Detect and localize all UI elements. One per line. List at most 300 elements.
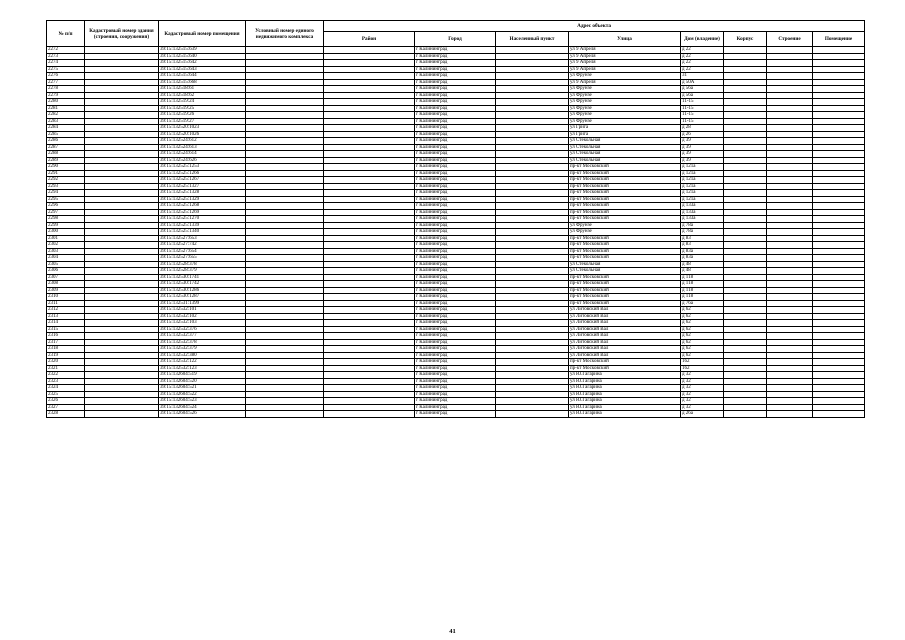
cell-city: г Калининград <box>415 79 496 86</box>
cell-city: г Калининград <box>415 255 496 262</box>
cell-num: 2318 <box>47 346 85 353</box>
cell-street: пр-кт Московский <box>569 235 681 242</box>
cell-building-cadastral <box>85 411 159 418</box>
cell-premises-cadastral: 39:15:132531:1399 <box>159 300 246 307</box>
cell-street: ул Литовский Вал <box>569 313 681 320</box>
cell-house: 31 <box>681 73 724 80</box>
cell-district <box>324 411 415 418</box>
cell-num: 2300 <box>47 229 85 236</box>
cell-city: г Калининград <box>415 60 496 67</box>
cell-num: 2292 <box>47 177 85 184</box>
cell-street: ул 9 Апреля <box>569 47 681 54</box>
cell-premises-cadastral: 39:15:132604:519 <box>159 372 246 379</box>
cell-premises-cadastral: 39:15:132532:123 <box>159 365 246 372</box>
cell-house: д 133а <box>681 216 724 223</box>
cell-premises-cadastral: 39:15:132519:26 <box>159 112 246 119</box>
cell-premises-cadastral: 39:15:132525:1266 <box>159 170 246 177</box>
cell-house: д 48 <box>681 261 724 268</box>
cell-city: г Калининград <box>415 151 496 158</box>
cell-street: ул Грига <box>569 131 681 138</box>
cell-street: ул Фрунзе <box>569 112 681 119</box>
cell-city: г Калининград <box>415 385 496 392</box>
cell-premises-cadastral: 39:15:132524:613 <box>159 144 246 151</box>
cell-premises-cadastral: 39:15:132525:1267 <box>159 177 246 184</box>
cell-premises-cadastral: 39:15:132528:378 <box>159 261 246 268</box>
cell-house: д 83 <box>681 235 724 242</box>
cell-city: г Калининград <box>415 53 496 60</box>
cell-street: пр-кт Московский <box>569 248 681 255</box>
cell-premises-cadastral: 39:15:132515:643 <box>159 66 246 73</box>
cell-street: пр-кт Московский <box>569 287 681 294</box>
cell-premises-cadastral: 39:15:132604:522 <box>159 391 246 398</box>
cell-house: д 56а <box>681 92 724 99</box>
cell-city: г Калининград <box>415 86 496 93</box>
cell-num: 2309 <box>47 287 85 294</box>
cell-num: 2317 <box>47 339 85 346</box>
cell-conditional-number <box>246 411 324 418</box>
cell-city: г Калининград <box>415 112 496 119</box>
cell-street: пр-кт Московский <box>569 190 681 197</box>
cell-street: ул Фрунзе <box>569 92 681 99</box>
cell-city: г Калининград <box>415 131 496 138</box>
cell-city: г Калининград <box>415 209 496 216</box>
cell-premises-cadastral: 39:15:132524:614 <box>159 151 246 158</box>
cell-premises-cadastral: 39:15:132604:521 <box>159 385 246 392</box>
cell-street: ул Фрунзе <box>569 229 681 236</box>
cell-city: г Калининград <box>415 398 496 405</box>
cell-house: 162 <box>681 365 724 372</box>
cell-house: д 76а <box>681 300 724 307</box>
cell-num: 2312 <box>47 307 85 314</box>
cell-street: ул Фрунзе <box>569 99 681 106</box>
cell-house: д 26 <box>681 131 724 138</box>
cell-premises-cadastral: 39:15:132532:376 <box>159 326 246 333</box>
cell-premises-cadastral: 39:15:132604:524 <box>159 404 246 411</box>
page-number: 41 <box>449 628 456 635</box>
cell-street: пр-кт Московский <box>569 183 681 190</box>
cell-city: г Калининград <box>415 287 496 294</box>
cell-house: д 83а <box>681 255 724 262</box>
cell-street: ул Стекольная <box>569 151 681 158</box>
cell-num: 2308 <box>47 281 85 288</box>
cell-street: пр-кт Московский <box>569 164 681 171</box>
cell-num: 2277 <box>47 79 85 86</box>
cell-street: ул Ю.Гагарина <box>569 398 681 405</box>
cell-num: 2327 <box>47 404 85 411</box>
cell-num: 2273 <box>47 53 85 60</box>
cell-corpus <box>724 411 767 418</box>
cell-num: 2310 <box>47 294 85 301</box>
cell-street: пр-кт Московский <box>569 242 681 249</box>
cell-street: ул Фрунзе <box>569 222 681 229</box>
cell-num: 2299 <box>47 222 85 229</box>
header-address: Адрес объекта <box>324 21 865 32</box>
cell-house: д 39 <box>681 157 724 164</box>
cell-street: пр-кт Московский <box>569 216 681 223</box>
cell-house: д 62 <box>681 346 724 353</box>
cell-city: г Калининград <box>415 164 496 171</box>
cell-city: г Калининград <box>415 242 496 249</box>
cell-premises-cadastral: 39:15:132525:1268 <box>159 203 246 210</box>
cell-city: г Калининград <box>415 138 496 145</box>
cell-premises-cadastral: 39:15:132525:1328 <box>159 190 246 197</box>
cell-city: г Калининград <box>415 73 496 80</box>
cell-city: г Калининград <box>415 222 496 229</box>
cell-num: 2281 <box>47 105 85 112</box>
cell-street: пр-кт Московский <box>569 274 681 281</box>
cell-num: 2301 <box>47 235 85 242</box>
header-settlement: Населенный пункт <box>496 32 569 47</box>
registry-table <box>46 20 865 418</box>
cell-city: г Калининград <box>415 326 496 333</box>
cell-num: 2316 <box>47 333 85 340</box>
cell-house: д 83 <box>681 242 724 249</box>
cell-street: ул Литовский Вал <box>569 339 681 346</box>
cell-num: 2295 <box>47 196 85 203</box>
cell-num: 2313 <box>47 313 85 320</box>
cell-building <box>767 411 813 418</box>
cell-num: 2294 <box>47 190 85 197</box>
cell-num: 2282 <box>47 112 85 119</box>
cell-city: г Калининград <box>415 196 496 203</box>
cell-street: пр-кт Московский <box>569 170 681 177</box>
cell-num: 2304 <box>47 255 85 262</box>
cell-num: 2323 <box>47 378 85 385</box>
cell-house: д 32 <box>681 372 724 379</box>
cell-city: г Калининград <box>415 229 496 236</box>
cell-num: 2307 <box>47 274 85 281</box>
cell-premises-cadastral: 39:15:132520:1023 <box>159 125 246 132</box>
cell-premises-cadastral: 39:15:132519:24 <box>159 99 246 106</box>
cell-street: ул Литовский Вал <box>569 346 681 353</box>
cell-num: 2320 <box>47 359 85 366</box>
cell-premises-cadastral: 39:15:132515:639 <box>159 47 246 54</box>
cell-house: д 78а <box>681 229 724 236</box>
cell-street: ул 9 Апреля <box>569 53 681 60</box>
cell-num: 2289 <box>47 157 85 164</box>
cell-house: д 50А <box>681 79 724 86</box>
cell-premises-cadastral: 39:15:132525:1327 <box>159 183 246 190</box>
header-num: № п/п <box>47 21 85 47</box>
cell-house: 11-15 <box>681 112 724 119</box>
cell-house: д 118 <box>681 281 724 288</box>
cell-num: 2322 <box>47 372 85 379</box>
cell-street: ул Ю.Гагарина <box>569 391 681 398</box>
cell-premises-cadastral: 39:15:132518:61 <box>159 86 246 93</box>
cell-house: д 48 <box>681 268 724 275</box>
cell-house: 162 <box>681 359 724 366</box>
cell-premises-cadastral: 39:15:132604:520 <box>159 378 246 385</box>
cell-city: г Калининград <box>415 144 496 151</box>
cell-room <box>813 411 865 418</box>
cell-num: 2291 <box>47 170 85 177</box>
cell-num: 2325 <box>47 391 85 398</box>
cell-num: 2315 <box>47 326 85 333</box>
cell-premises-cadastral: 39:15:132532:379 <box>159 346 246 353</box>
cell-num: 2272 <box>47 47 85 54</box>
cell-city: г Калининград <box>415 313 496 320</box>
cell-house: д 39 <box>681 138 724 145</box>
cell-num: 2290 <box>47 164 85 171</box>
registry-sheet <box>46 20 864 418</box>
cell-city: г Калининград <box>415 99 496 106</box>
cell-num: 2286 <box>47 138 85 145</box>
cell-premises-cadastral: 39:15:132519:27 <box>159 118 246 125</box>
cell-house: д 121а <box>681 196 724 203</box>
cell-num: 2328 <box>47 411 85 418</box>
cell-num: 2275 <box>47 66 85 73</box>
cell-house: д 22 <box>681 53 724 60</box>
cell-num: 2311 <box>47 300 85 307</box>
cell-city: г Калининград <box>415 372 496 379</box>
cell-street: пр-кт Московский <box>569 365 681 372</box>
cell-premises-cadastral: 39:15:132527:655 <box>159 255 246 262</box>
cell-house: д 22 <box>681 60 724 67</box>
header-house: Дом (владение) <box>681 32 724 47</box>
header-conditional-number: Условный номер единого недвижимого комплекса <box>246 21 324 47</box>
table-body <box>47 47 865 418</box>
cell-num: 2326 <box>47 398 85 405</box>
cell-house: д 32 <box>681 378 724 385</box>
cell-city: г Калининград <box>415 359 496 366</box>
cell-street: ул Ю.Гагарина <box>569 372 681 379</box>
cell-house: д 22 <box>681 66 724 73</box>
cell-house: д 83а <box>681 248 724 255</box>
cell-house: д 62 <box>681 320 724 327</box>
cell-street: пр-кт Московский <box>569 281 681 288</box>
header-street: Улица <box>569 32 681 47</box>
cell-num: 2305 <box>47 261 85 268</box>
cell-city: г Калининград <box>415 378 496 385</box>
table-row <box>47 411 865 418</box>
cell-city: г Калининград <box>415 346 496 353</box>
cell-premises-cadastral: 39:15:132515:642 <box>159 60 246 67</box>
cell-house: д 62 <box>681 326 724 333</box>
cell-premises-cadastral: 39:15:132530:1287 <box>159 294 246 301</box>
cell-city: г Калининград <box>415 391 496 398</box>
cell-street: ул Стекольная <box>569 144 681 151</box>
cell-num: 2297 <box>47 209 85 216</box>
cell-city: г Калининград <box>415 183 496 190</box>
cell-street: пр-кт Московский <box>569 359 681 366</box>
cell-street: ул 9 Апреля <box>569 79 681 86</box>
cell-street: ул Литовский Вал <box>569 307 681 314</box>
cell-premises-cadastral: 39:15:132525:1340 <box>159 229 246 236</box>
cell-street: ул Грига <box>569 125 681 132</box>
cell-num: 2280 <box>47 99 85 106</box>
cell-street: ул Фрунзе <box>569 105 681 112</box>
cell-city: г Калининград <box>415 352 496 359</box>
cell-street: ул 9 Апреля <box>569 60 681 67</box>
cell-city: г Калининград <box>415 274 496 281</box>
cell-house: д 56а <box>681 86 724 93</box>
cell-premises-cadastral: 39:15:132532:122 <box>159 359 246 366</box>
cell-num: 2324 <box>47 385 85 392</box>
cell-street: ул Ю.Гагарина <box>569 385 681 392</box>
cell-house: д 62 <box>681 307 724 314</box>
cell-street: ул Стекольная <box>569 268 681 275</box>
cell-city: г Калининград <box>415 235 496 242</box>
cell-premises-cadastral: 39:15:132525:1270 <box>159 216 246 223</box>
cell-house: д 39 <box>681 144 724 151</box>
cell-premises-cadastral: 39:15:132530:1742 <box>159 281 246 288</box>
cell-city: г Калининград <box>415 92 496 99</box>
cell-premises-cadastral: 39:15:132527:742 <box>159 242 246 249</box>
cell-house: д 121а <box>681 177 724 184</box>
cell-settlement <box>496 411 569 418</box>
header-building-cadastral: Кадастровый номер здания (строения, сооружения) <box>85 21 159 47</box>
cell-premises-cadastral: 39:15:132524:626 <box>159 157 246 164</box>
cell-premises-cadastral: 39:15:132532:380 <box>159 352 246 359</box>
cell-city: г Калининград <box>415 411 496 418</box>
cell-house: д 121а <box>681 170 724 177</box>
cell-street: ул Ю.Гагарина <box>569 378 681 385</box>
cell-city: г Калининград <box>415 125 496 132</box>
cell-num: 2302 <box>47 242 85 249</box>
cell-house: д 121а <box>681 183 724 190</box>
cell-street: ул Литовский Вал <box>569 326 681 333</box>
cell-num: 2319 <box>47 352 85 359</box>
cell-premises-cadastral: 39:15:132532:377 <box>159 333 246 340</box>
cell-num: 2284 <box>47 125 85 132</box>
cell-street: пр-кт Московский <box>569 255 681 262</box>
cell-street: пр-кт Московский <box>569 196 681 203</box>
cell-premises-cadastral: 39:15:132532:103 <box>159 320 246 327</box>
cell-premises-cadastral: 39:15:132525:1339 <box>159 222 246 229</box>
cell-premises-cadastral: 39:15:132532:101 <box>159 307 246 314</box>
cell-house: д 121а <box>681 164 724 171</box>
cell-city: г Калининград <box>415 105 496 112</box>
cell-num: 2306 <box>47 268 85 275</box>
cell-premises-cadastral: 39:15:132532:102 <box>159 313 246 320</box>
cell-premises-cadastral: 39:15:132604:523 <box>159 398 246 405</box>
cell-house: д 32 <box>681 391 724 398</box>
cell-num: 2279 <box>47 92 85 99</box>
cell-city: г Калининград <box>415 170 496 177</box>
cell-city: г Калининград <box>415 177 496 184</box>
cell-street: пр-кт Московский <box>569 203 681 210</box>
cell-city: г Калининград <box>415 333 496 340</box>
cell-street: пр-кт Московский <box>569 209 681 216</box>
cell-street: ул Фрунзе <box>569 86 681 93</box>
cell-house: д 62 <box>681 333 724 340</box>
cell-house: д 78а <box>681 222 724 229</box>
cell-street: ул Стекольная <box>569 138 681 145</box>
header-building: Строение <box>767 32 813 47</box>
cell-premises-cadastral: 39:15:132532:378 <box>159 339 246 346</box>
cell-street: ул Фрунзе <box>569 73 681 80</box>
header-corpus: Корпус <box>724 32 767 47</box>
cell-city: г Калининград <box>415 320 496 327</box>
cell-num: 2298 <box>47 216 85 223</box>
cell-city: г Калининград <box>415 47 496 54</box>
cell-street: ул Фрунзе <box>569 118 681 125</box>
cell-premises-cadastral: 39:15:132525:1329 <box>159 196 246 203</box>
cell-premises-cadastral: 39:15:132527:653 <box>159 235 246 242</box>
cell-house: 11-15 <box>681 99 724 106</box>
cell-street: ул Литовский Вал <box>569 333 681 340</box>
cell-house: д 26а <box>681 411 724 418</box>
cell-city: г Калининград <box>415 281 496 288</box>
cell-premises-cadastral: 39:15:132515:644 <box>159 73 246 80</box>
cell-street: ул Ю.Гагарина <box>569 411 681 418</box>
cell-street: пр-кт Московский <box>569 294 681 301</box>
cell-num: 2296 <box>47 203 85 210</box>
cell-city: г Калининград <box>415 118 496 125</box>
cell-premises-cadastral: 39:15:132524:612 <box>159 138 246 145</box>
cell-num: 2314 <box>47 320 85 327</box>
cell-city: г Калининград <box>415 157 496 164</box>
cell-premises-cadastral: 39:15:132530:1286 <box>159 287 246 294</box>
cell-city: г Калининград <box>415 190 496 197</box>
cell-house: д 121а <box>681 190 724 197</box>
cell-house: д 62 <box>681 352 724 359</box>
cell-premises-cadastral: 39:15:132604:526 <box>159 411 246 418</box>
cell-street: ул 9 Апреля <box>569 66 681 73</box>
cell-city: г Калининград <box>415 268 496 275</box>
cell-premises-cadastral: 39:15:132515:668 <box>159 79 246 86</box>
header-city: Город <box>415 32 496 47</box>
cell-city: г Калининград <box>415 66 496 73</box>
cell-city: г Калининград <box>415 339 496 346</box>
cell-street: ул Стекольная <box>569 261 681 268</box>
cell-house: д 22 <box>681 47 724 54</box>
cell-num: 2288 <box>47 151 85 158</box>
cell-premises-cadastral: 39:15:132527:654 <box>159 248 246 255</box>
cell-num: 2278 <box>47 86 85 93</box>
header-room: Помещение <box>813 32 865 47</box>
cell-num: 2287 <box>47 144 85 151</box>
cell-city: г Калининград <box>415 248 496 255</box>
cell-num: 2321 <box>47 365 85 372</box>
cell-street: ул Ю.Гагарина <box>569 404 681 411</box>
cell-city: г Калининград <box>415 365 496 372</box>
header-district: Район <box>324 32 415 47</box>
cell-num: 2276 <box>47 73 85 80</box>
cell-house: 11-15 <box>681 105 724 112</box>
cell-house: д 118 <box>681 294 724 301</box>
cell-house: 11-15 <box>681 118 724 125</box>
cell-house: д 133а <box>681 209 724 216</box>
cell-num: 2283 <box>47 118 85 125</box>
cell-city: г Калининград <box>415 307 496 314</box>
cell-house: д 118 <box>681 274 724 281</box>
cell-premises-cadastral: 39:15:132528:379 <box>159 268 246 275</box>
cell-city: г Калининград <box>415 300 496 307</box>
cell-house: д 32 <box>681 404 724 411</box>
cell-city: г Калининград <box>415 203 496 210</box>
cell-house: д 62 <box>681 339 724 346</box>
cell-city: г Калининград <box>415 261 496 268</box>
cell-house: д 118 <box>681 287 724 294</box>
cell-street: пр-кт Московский <box>569 177 681 184</box>
cell-premises-cadastral: 39:15:132519:25 <box>159 105 246 112</box>
cell-num: 2303 <box>47 248 85 255</box>
cell-num: 2274 <box>47 60 85 67</box>
cell-city: г Калининград <box>415 216 496 223</box>
cell-house: д 32 <box>681 385 724 392</box>
cell-city: г Калининград <box>415 404 496 411</box>
cell-house: д 32 <box>681 398 724 405</box>
cell-premises-cadastral: 39:15:132515:640 <box>159 53 246 60</box>
cell-premises-cadastral: 39:15:132520:1026 <box>159 131 246 138</box>
cell-house: д 28 <box>681 125 724 132</box>
cell-street: ул Литовский Вал <box>569 320 681 327</box>
cell-city: г Калининград <box>415 294 496 301</box>
cell-premises-cadastral: 39:15:132530:1741 <box>159 274 246 281</box>
table-header <box>47 21 865 47</box>
cell-house: д 133а <box>681 203 724 210</box>
